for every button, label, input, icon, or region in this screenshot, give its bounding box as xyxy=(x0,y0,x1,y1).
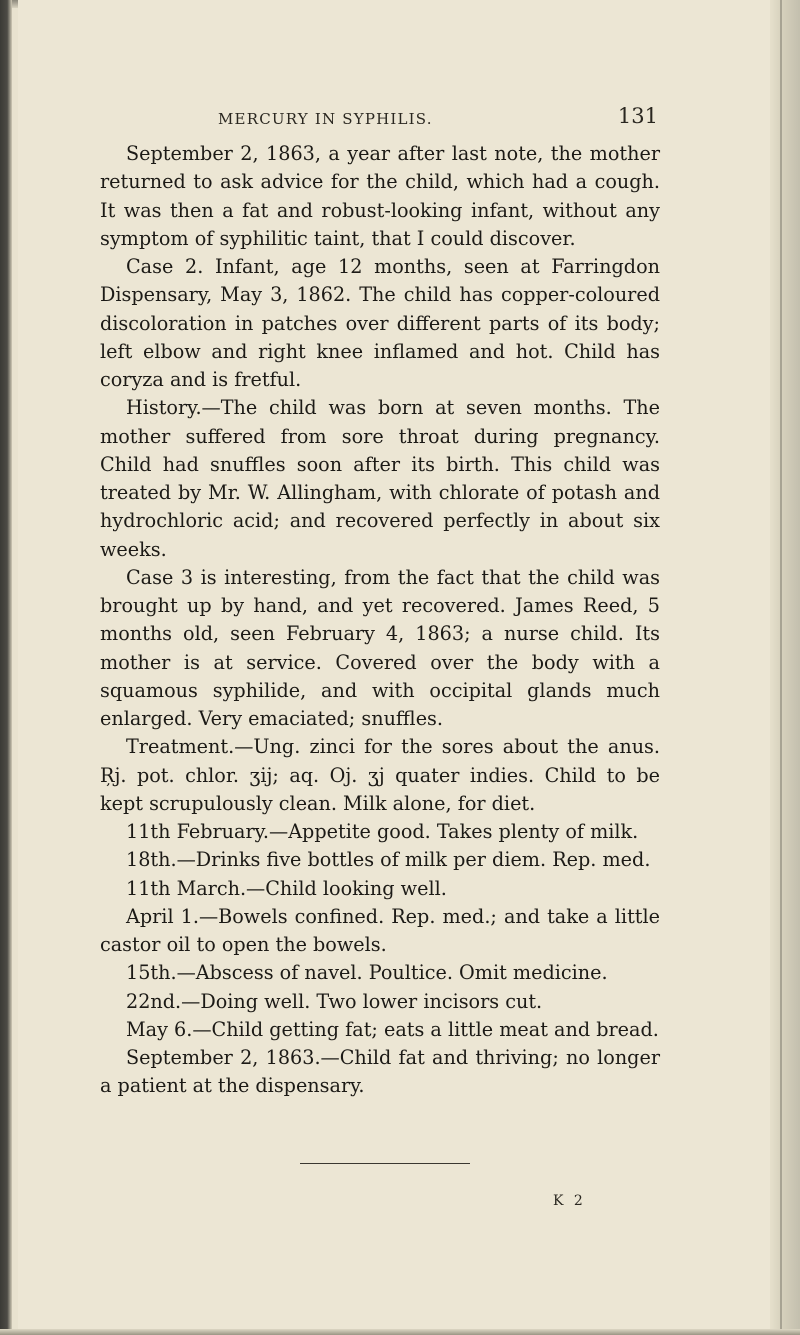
paragraph: Case 2. Infant, age 12 months, seen at Farringdon Dispensary, May 3, 1862. The child has copper-coloured discoloration in patches over different parts of its body; left elbow and right knee inflamed and hot. Child has coryza and is fretful. xyxy=(100,255,660,391)
paragraph: 18th.—Drinks five bottles of milk per diem. Rep. med. xyxy=(126,848,651,872)
paragraph: 11th March.—Child looking well. xyxy=(126,876,447,900)
running-head: MERCURY IN SYPHILIS. xyxy=(218,110,433,128)
paragraph: April 1.—Bowels confined. Rep. med.; and take a little castor oil to open the bowels. xyxy=(100,904,660,956)
scan-right-edge xyxy=(770,0,800,1335)
paragraph: 22nd.—Doing well. Two lower incisors cut. xyxy=(126,989,543,1013)
body-text xyxy=(100,140,660,1101)
paragraph: 15th.—Abscess of navel. Poultice. Omit medicine. xyxy=(126,961,608,985)
paragraph: Treatment.—Ung. zinci for the sores about the anus. Ŗj. pot. chlor. ʒij; aq. Oj. ʒj quater indies. Child to be kept scrupulously clean. Milk alone, for diet. xyxy=(100,735,660,815)
paragraph: 11th February.—Appetite good. Takes plenty of milk. xyxy=(126,820,639,843)
paragraph: September 2, 1863.—Child fat and thriving; no longer a patient at the dispensary. xyxy=(100,1046,660,1098)
paragraph: Case 3 is interesting, from the fact that the child was brought up by hand, and yet recovered. James Reed, 5 months old, seen February 4, 1863; a nurse child. Its mother is at service. Covered over the body with a squamous syphilide, and with occipital glands much enlarged. Very emaciated; snuffles. xyxy=(100,565,660,730)
page-edge-line xyxy=(780,0,782,1335)
scan-bottom-edge xyxy=(0,1329,800,1335)
scan-left-gutter xyxy=(0,0,12,1335)
section-rule xyxy=(300,1163,470,1164)
page-header xyxy=(98,104,658,132)
paragraph: History.—The child was born at seven months. The mother suffered from sore throat during pregnancy. Child had snuffles soon after its birth. This child was treated by Mr. W. Allingham, with chlorate of potash and hydrochloric acid; and recovered perfectly in about six weeks. xyxy=(100,396,660,561)
page-number: 131 xyxy=(617,104,658,128)
paragraph: May 6.—Child getting fat; eats a little meat and bread. xyxy=(126,1017,659,1041)
paragraph: September 2, 1863, a year after last note, the mother returned to ask advice for the child, which had a cough. It was then a fat and robust-looking infant, without any symptom of syphilitic taint, that I could discover. xyxy=(100,142,660,250)
signature-mark: K 2 xyxy=(553,1193,586,1209)
